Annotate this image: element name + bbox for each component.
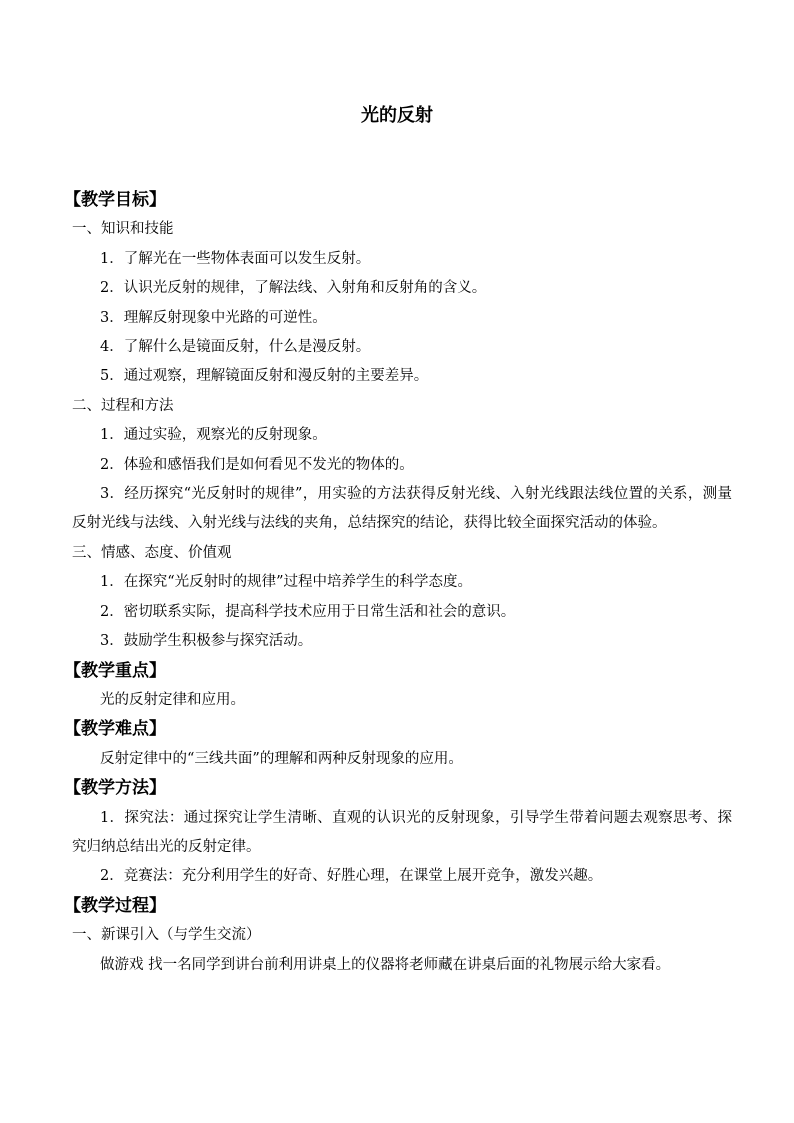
subheading-process: 二、过程和方法 bbox=[72, 397, 174, 414]
list-item: 1．了解光在一些物体表面可以发生反射。 bbox=[100, 250, 371, 267]
list-item: 2．体验和感悟我们是如何看见不发光的物体的。 bbox=[100, 456, 414, 473]
subheading-intro: 一、新课引入（与学生交流） bbox=[72, 927, 261, 944]
list-item: 3．经历探究“光反射时的规律”，用实验的方法获得反射光线、入射光线跟法线位置的关系，测量反射光线与法线、入射光线与法线的夹角，总结探究的结论，获得比较全面探究活动的体验。 bbox=[72, 486, 732, 532]
list-item: 2．竞赛法：充分利用学生的好奇、好胜心理，在课堂上展开竞争，激发兴趣。 bbox=[100, 868, 603, 885]
list-item: 1．探究法：通过探究让学生清晰、直观的认识光的反射现象，引导学生带着问题去观察思考、探究归纳总结出光的反射定律。 bbox=[72, 809, 732, 855]
page-title: 光的反射 bbox=[361, 105, 433, 126]
list-item: 1．通过实验，观察光的反射现象。 bbox=[100, 427, 327, 444]
list-item: 2．认识光反射的规律，了解法线、入射角和反射角的含义。 bbox=[100, 280, 487, 297]
list-item: 2．密切联系实际，提高科学技术应用于日常生活和社会的意识。 bbox=[100, 603, 516, 620]
subheading-knowledge: 一、知识和技能 bbox=[72, 221, 174, 238]
section-heading-key-point: 【教学重点】 bbox=[64, 660, 166, 681]
list-item: 4．了解什么是镜面反射，什么是漫反射。 bbox=[100, 339, 371, 356]
list-item: 1．在探究“光反射时的规律”过程中培养学生的科学态度。 bbox=[100, 574, 473, 591]
section-heading-goals: 【教学目标】 bbox=[64, 190, 166, 210]
subheading-attitude: 三、情感、态度、价值观 bbox=[72, 544, 232, 561]
list-item: 3．理解反射现象中光路的可逆性。 bbox=[100, 309, 327, 326]
key-point-text: 光的反射定律和应用。 bbox=[100, 691, 245, 708]
difficulty-text: 反射定律中的“三线共面”的理解和两种反射现象的应用。 bbox=[100, 750, 463, 767]
section-heading-difficulty: 【教学难点】 bbox=[64, 719, 166, 740]
intro-text: 做游戏 找一名同学到讲台前利用讲桌上的仪器将老师藏在讲桌后面的礼物展示给大家看。 bbox=[100, 956, 671, 973]
section-heading-methods: 【教学方法】 bbox=[64, 778, 166, 799]
document-body bbox=[64, 186, 732, 980]
section-heading-process: 【教学过程】 bbox=[64, 895, 166, 916]
list-item: 3．鼓励学生积极参与探究活动。 bbox=[100, 633, 313, 650]
list-item: 5．通过观察，理解镜面反射和漫反射的主要差异。 bbox=[100, 368, 429, 385]
